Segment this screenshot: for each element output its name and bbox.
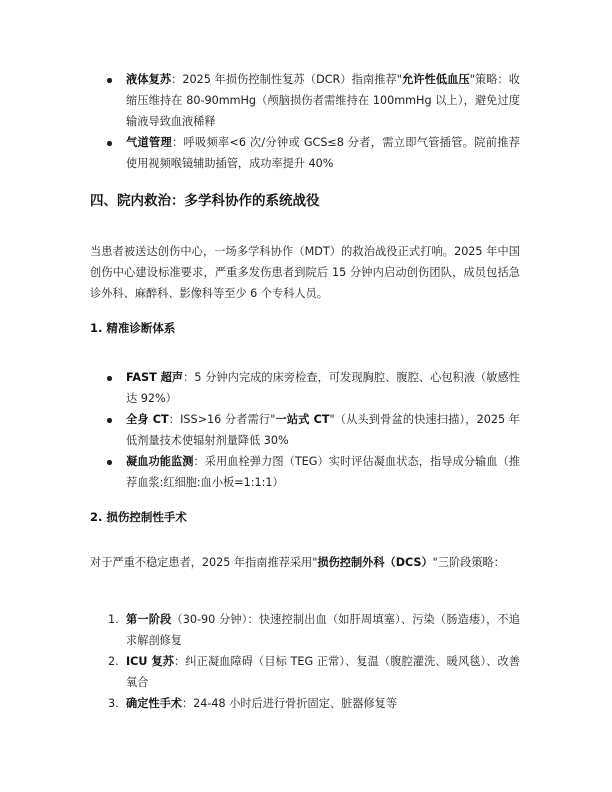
bullet-list-diagnosis [90,367,520,493]
term-whole-body-ct: 全身 CT [126,413,169,426]
list-item-fast-ultrasound [90,367,520,409]
list-item-airway-management [90,132,520,174]
item-text: ：2025 年损伤控制性复苏（DCR）指南推荐" [171,73,402,86]
section-heading-in-hospital: 四、院内救治：多学科协作的系统战役 [90,193,320,209]
list-item-stage-1 [90,609,520,651]
paragraph-text: "三阶段策略： [432,556,505,569]
item-text: ：纠正凝血障碍（目标 TEG 正常）、复温（腹腔灌洗、暖风毯）、改善氧合 [126,655,520,689]
list-number: 3. [108,697,119,710]
term-stage-1: 第一阶段 [126,613,172,626]
item-text: "策略：收缩压维持在 80-90mmHg（颅脑损伤者需维持在 100mmHg 以上），避免过度输液导致血液稀释 [126,73,520,128]
item-text: （30-90 分钟）：快速控制出血（如肝周填塞）、污染（肠造瘘），不追求解剖修复 [126,613,520,647]
bullet-icon [107,78,112,83]
paragraph-intro-mdt: 当患者被送达创伤中心，一场多学科协作（MDT）的救治战役正式打响。2025 年中国创伤中心建设标准要求，严重多发伤患者到院后 15 分钟内启动创伤团队，成员包括急诊外科、麻醉科、影像科等至少 6 个专科人员。 [90,245,520,300]
bullet-list-prehospital [90,69,520,174]
term-definitive-surgery: 确定性手术 [126,697,182,710]
list-item-definitive-surgery [90,693,520,714]
list-item-whole-body-ct [90,409,520,451]
bullet-icon [107,141,112,146]
list-item-coagulation [90,451,520,493]
bullet-icon [107,376,112,381]
paragraph-text: 对于严重不稳定患者，2025 年指南推荐采用" [90,556,318,569]
paragraph-dcs-intro [90,552,520,573]
term-fluid-resuscitation: 液体复苏 [126,73,172,86]
list-number: 2. [108,655,119,668]
item-text: "（从头到骨盆的快速扫描），2025 年低剂量技术使辐射剂量降低 30% [126,413,520,447]
subheading-diagnosis: 1. 精准诊断体系 [90,321,176,335]
item-text: ：呼吸频率<6 次/分钟或 GCS≤8 分者，需立即气管插管。院前推荐使用视频喉镜辅助插管，成功率提升 40% [126,136,520,170]
term-fast: FAST 超声 [126,371,184,384]
item-text: ：采用血栓弹力图（TEG）实时评估凝血状态，指导成分输血（推荐血浆:红细胞:血小板=1:1:1） [126,455,520,489]
item-text: ：24-48 小时后进行骨折固定、脏器修复等 [181,697,398,710]
emphasis-permissive-hypotension: 允许性低血压 [401,73,470,86]
bullet-icon [107,460,112,465]
term-icu-resuscitation: ICU 复苏 [126,655,175,668]
emphasis-one-stop-ct: 一站式 CT [275,413,330,426]
bullet-icon [107,418,112,423]
emphasis-dcs: 损伤控制外科（DCS） [317,556,433,569]
item-text: ：5 分钟内完成的床旁检查，可发现胸腔、腹腔、心包积液（敏感性达 92%） [126,371,520,405]
term-airway-management: 气道管理 [126,136,173,149]
list-number: 1. [108,613,119,626]
list-item-fluid-resuscitation [90,69,520,132]
list-item-icu-resuscitation [90,651,520,693]
term-coagulation: 凝血功能监测 [126,455,194,468]
subheading-damage-control: 2. 损伤控制性手术 [90,510,187,524]
item-text: ：ISS>16 分者需行" [168,413,276,426]
numbered-list-dcs-stages [90,609,520,714]
